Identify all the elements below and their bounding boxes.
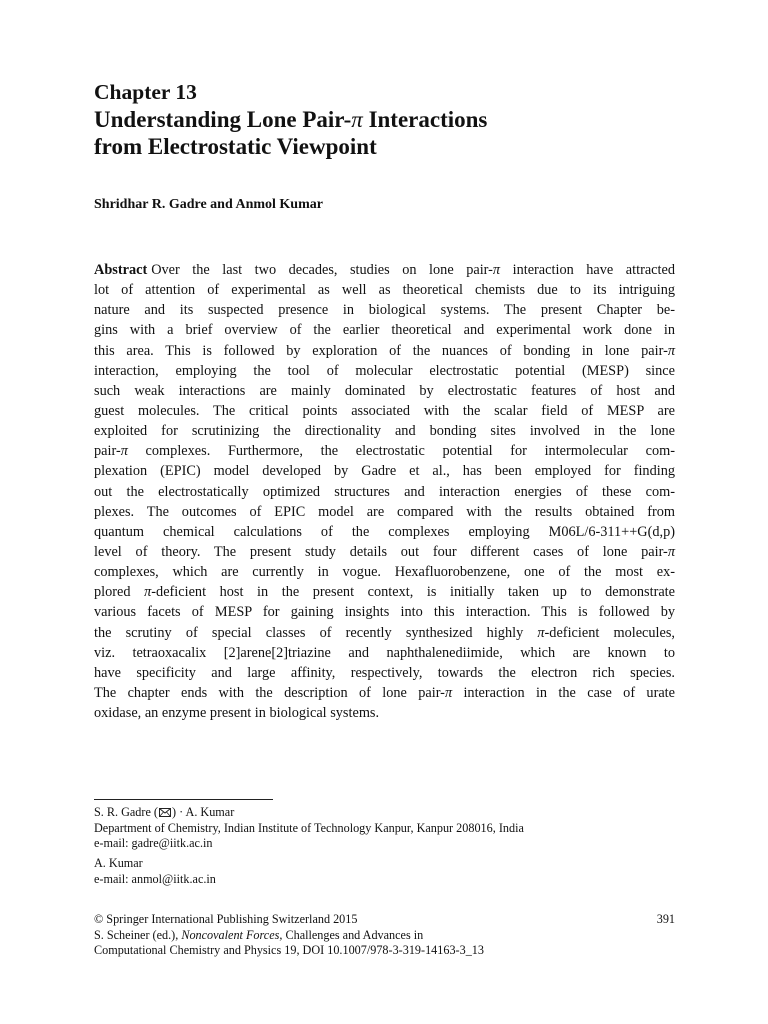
abstract-line: oxidase, an enzyme present in biological systems. [94, 705, 380, 722]
citation-text: S. Scheiner (ed.), [94, 927, 182, 942]
abstract-line: lot of attention of experimental as well as theoretical chemists due to its intriguing [94, 282, 675, 299]
department-line: Department of Chemistry, Indian Institute of Technology Kanpur, Kanpur 208016, India [94, 820, 524, 835]
chapter-title-part: Interactions [362, 107, 488, 132]
abstract-line: viz. tetraoxacalix [2]arene[2]triazine and naphthalenediimide, which are known to [94, 644, 675, 661]
series-doi-line: Computational Chemistry and Physics 19, DOI 10.1007/978-3-319-14163-3_13 [94, 943, 484, 957]
abstract-line: such weak interactions are mainly dominated by electrostatic features of host and [94, 382, 675, 399]
pi-symbol: π [492, 262, 501, 278]
chapter-title-line-1 [94, 106, 487, 133]
affiliation-text: S. R. Gadre ( [94, 805, 158, 819]
abstract-line: pair-π complexes. Furthermore, the electrostatic potential for intermolecular com- [94, 443, 675, 460]
citation-line [94, 928, 675, 944]
affiliation-text: ) · A. Kumar [171, 805, 235, 819]
abstract-line: plexes. The outcomes of EPIC model are compared with the results obtained from [94, 503, 675, 520]
citation-text: Challenges and Advances in [282, 927, 424, 942]
abstract-line: nature and its suspected presence in biological systems. The present Chapter be- [94, 302, 675, 319]
abstract-line: level of theory. The present study details out four different cases of lone pair-π [94, 543, 675, 560]
abstract-line: plored π-deficient host in the present context, is initially taken up to demonstrate [94, 584, 675, 601]
page [94, 0, 675, 1024]
abstract [94, 260, 675, 723]
author-contact-line [94, 805, 524, 821]
abstract-label: Abstract [94, 262, 148, 278]
abstract-line: Abstract Over the last two decades, studies on lone pair-π interaction have attracted [94, 262, 675, 278]
chapter-title-line-2: from Electrostatic Viewpoint [94, 134, 377, 159]
page-number: 391 [656, 912, 675, 926]
second-author-email: e-mail: anmol@iitk.ac.in [94, 871, 216, 886]
pi-symbol: π [351, 107, 363, 132]
pi-symbol: π [537, 624, 545, 641]
email-line: e-mail: gadre@iitk.ac.in [94, 836, 213, 850]
abstract-line: complexes, which are currently in vogue. Hexafluorobenzene, one of the most ex- [94, 564, 675, 581]
second-author-name: A. Kumar [94, 856, 143, 870]
abstract-line: guest molecules. The critical points associated with the scalar field of MESP are [94, 402, 675, 419]
abstract-line: gins with a brief overview of the earlier theoretical and experimental work done in [94, 322, 675, 339]
abstract-line: the scrutiny of special classes of recently synthesized highly π-deficient molecules, [94, 624, 676, 641]
abstract-line: The chapter ends with the description of lone pair-π interaction in the case of urate [94, 684, 676, 701]
abstract-line: out the electrostatically optimized structures and interaction energies of these com- [94, 483, 675, 500]
abstract-line: quantum chemical calculations of the complexes employing M06L/6-311++G(d,p) [94, 523, 675, 540]
copyright-line: © Springer International Publishing Switzerland 2015 [94, 912, 358, 926]
author-list: Shridhar R. Gadre and Anmol Kumar [94, 197, 323, 212]
abstract-line: interaction, employing the tool of molecular electrostatic potential (MESP) since [94, 362, 675, 379]
footnote-divider [94, 799, 273, 800]
abstract-line: plexation (EPIC) model developed by Gadre et al., has been employed for finding [94, 463, 675, 480]
second-author-footnote [94, 856, 216, 887]
chapter-title [94, 106, 487, 160]
envelope-icon [159, 808, 171, 817]
abstract-line: this area. This is followed by exploration of the nuances of bonding in lone pair-π [94, 342, 675, 359]
pi-symbol: π [667, 342, 675, 359]
pi-symbol: π [144, 584, 152, 601]
pi-symbol: π [120, 443, 128, 460]
chapter-number: Chapter 13 [94, 80, 197, 104]
copyright-block [94, 912, 675, 959]
pi-symbol: π [444, 684, 453, 701]
affiliation-footnote [94, 805, 524, 852]
abstract-line: various facets of MESP for gaining insights into this interaction. This is followed by [94, 604, 675, 621]
abstract-line: have specificity and large affinity, respectively, towards the electron rich species. [94, 664, 675, 681]
pi-symbol: π [667, 543, 675, 560]
book-title: Noncovalent Forces, [181, 927, 283, 942]
abstract-line: exploited for scrutinizing the directionality and bonding sites involved in the lone [94, 423, 675, 440]
chapter-title-part: Understanding Lone Pair- [94, 107, 352, 132]
